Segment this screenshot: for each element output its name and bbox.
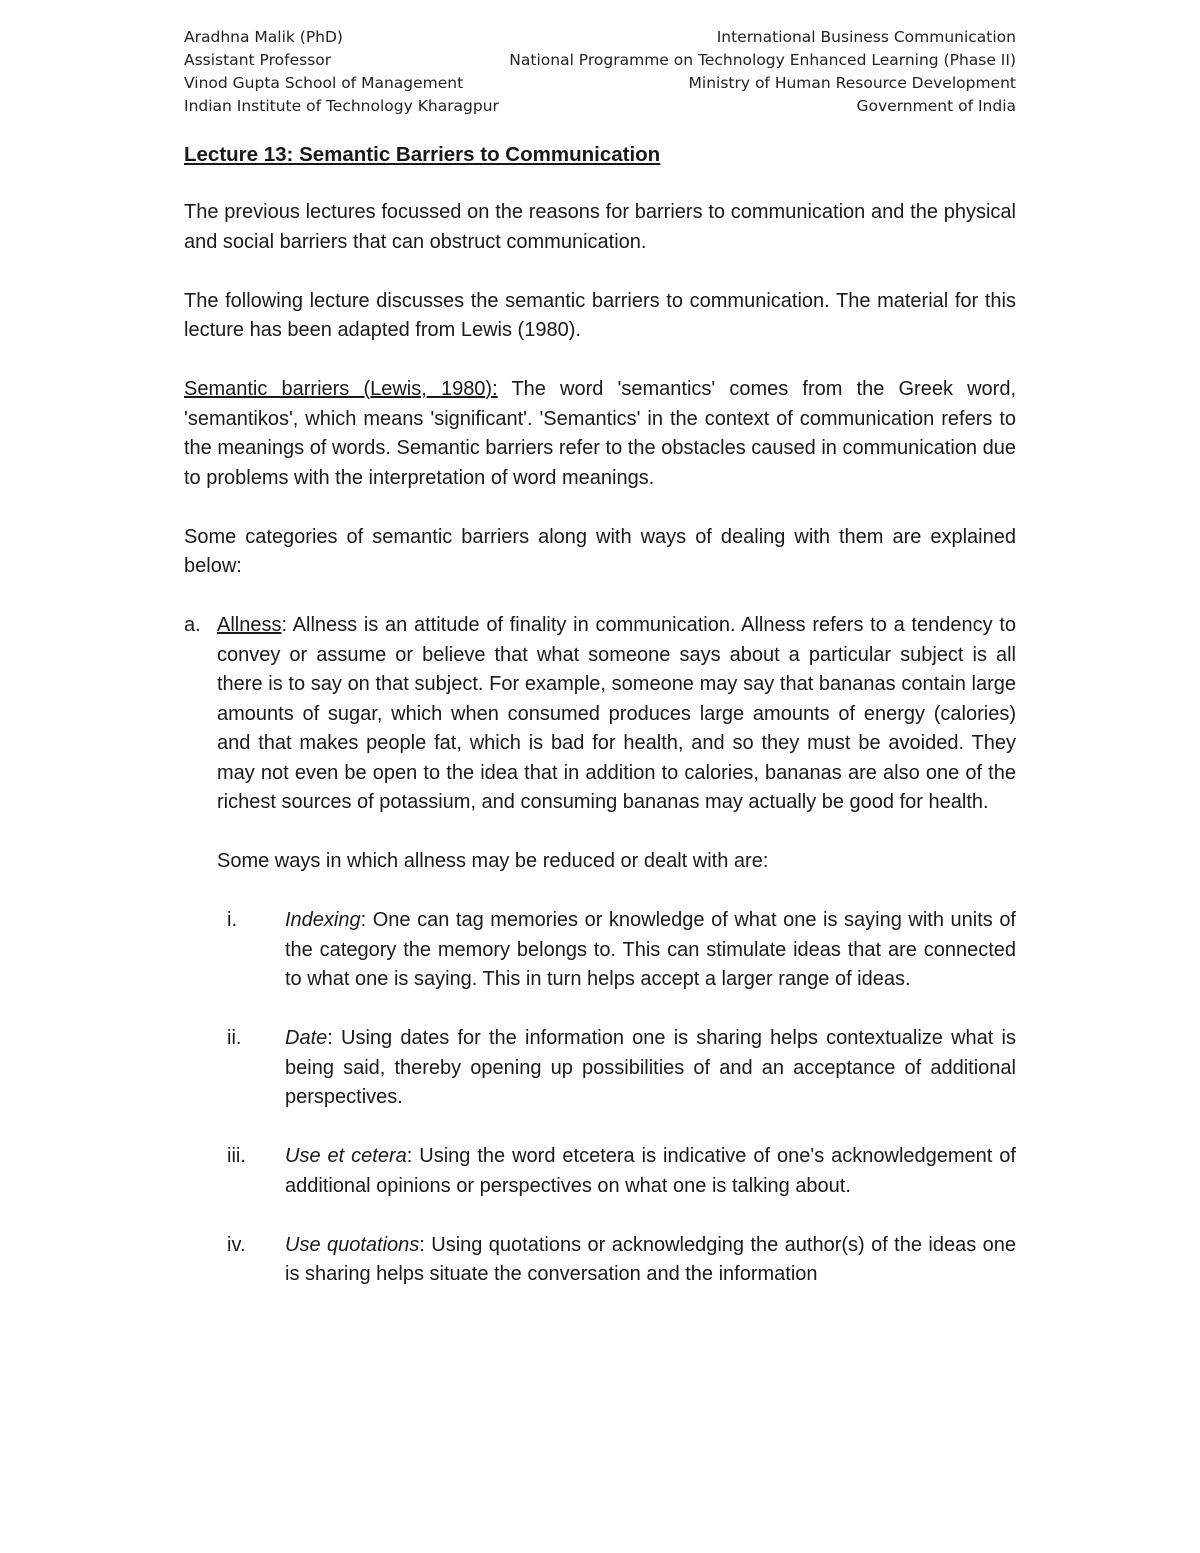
header-programme: National Programme on Technology Enhanced Learning (Phase II) [509, 51, 1016, 69]
ways-intro: Some ways in which allness may be reduced or dealt with are: [217, 850, 769, 872]
header-institute: Indian Institute of Technology Kharagpur [184, 97, 499, 115]
definition-text: The word 'semantics' comes from the Greek word, 'semantikos', which means 'significant'. 'Semantics' in the context of communication refers to the meanings of words. Semantic barriers refer to the obstacles caused in communication due to problems with the interpretation of word meanings. [184, 378, 1016, 489]
list-label: iii. [227, 1145, 246, 1167]
header-position: Assistant Professor [184, 51, 332, 69]
way-term: Date [285, 1027, 328, 1049]
list-label: i. [227, 909, 237, 931]
list-item [217, 1231, 1016, 1290]
header-author: Aradhna Malik (PhD) [184, 28, 343, 46]
way-term: Use et cetera [285, 1145, 407, 1167]
lecture-title: Lecture 13: Semantic Barriers to Communication [184, 143, 661, 166]
list-item-body [285, 1142, 1016, 1201]
header-government: Government of India [856, 97, 1016, 115]
list-label: ii. [227, 1027, 242, 1049]
source-paragraph: The following lecture discusses the semantic barriers to communication. The material for this lecture has been adapted from Lewis (1980). [184, 289, 1016, 341]
header-row [184, 72, 1016, 95]
document-body [184, 140, 1016, 1319]
list-item [217, 1142, 1016, 1201]
definition-paragraph [184, 375, 1016, 493]
list-item-body [217, 611, 1016, 818]
list-item-body [285, 1024, 1016, 1113]
definition-term: Semantic barriers (Lewis, 1980): [184, 378, 498, 400]
list-label: a. [184, 614, 201, 636]
way-text: : One can tag memories or knowledge of what one is saying with units of the category the memory belongs to. This can stimulate ideas that are connected to what one is saying. This in turn helps accept a larger range of ideas. [285, 909, 1016, 990]
list-item-allness [184, 611, 1016, 818]
way-text: : Using dates for the information one is sharing helps contextualize what is being said, thereby opening up possibilities of and an acceptance of additional perspectives. [285, 1027, 1016, 1108]
categories-paragraph: Some categories of semantic barriers along with ways of dealing with them are explained below: [184, 525, 1016, 577]
list-item [217, 906, 1016, 995]
page-header [184, 26, 1016, 118]
way-term: Indexing [285, 909, 361, 931]
allness-term: Allness [217, 614, 282, 636]
list-label: iv. [227, 1233, 246, 1256]
allness-text: : Allness is an attitude of finality in communication. Allness refers to a tendency to convey or assume or believe that what someone says about a particular subject is all there is to say on that subject. For example, someone may say that bananas contain large amounts of sugar, which when consumed produces large amounts of energy (calories) and that makes people fat, which is bad for health, and so they must be avoided. They may not even be open to the idea that in addition to calories, bananas are also one of the richest sources of potassium, and consuming bananas may actually be good for health. [217, 614, 1016, 813]
way-text: : Using the word etcetera is indicative of one's acknowledgement of additional opinions or perspectives on what one is talking about. [285, 1145, 1016, 1197]
list-item-body [285, 906, 1016, 995]
way-term: Use quotations [285, 1233, 420, 1256]
header-school: Vinod Gupta School of Management [184, 74, 464, 92]
intro-paragraph: The previous lectures focussed on the reasons for barriers to communication and the physical and social barriers that can obstruct communication. [184, 201, 1016, 253]
header-row [184, 49, 1016, 72]
way-text: : Using quotations or acknowledging the author(s) of the ideas one is sharing helps situate the conversation and the information [285, 1233, 1016, 1285]
header-course: International Business Communication [716, 28, 1016, 46]
list-item [217, 1024, 1016, 1113]
header-ministry: Ministry of Human Resource Development [688, 74, 1016, 92]
list-item-body [285, 1231, 1016, 1290]
header-row [184, 95, 1016, 118]
header-row [184, 26, 1016, 49]
